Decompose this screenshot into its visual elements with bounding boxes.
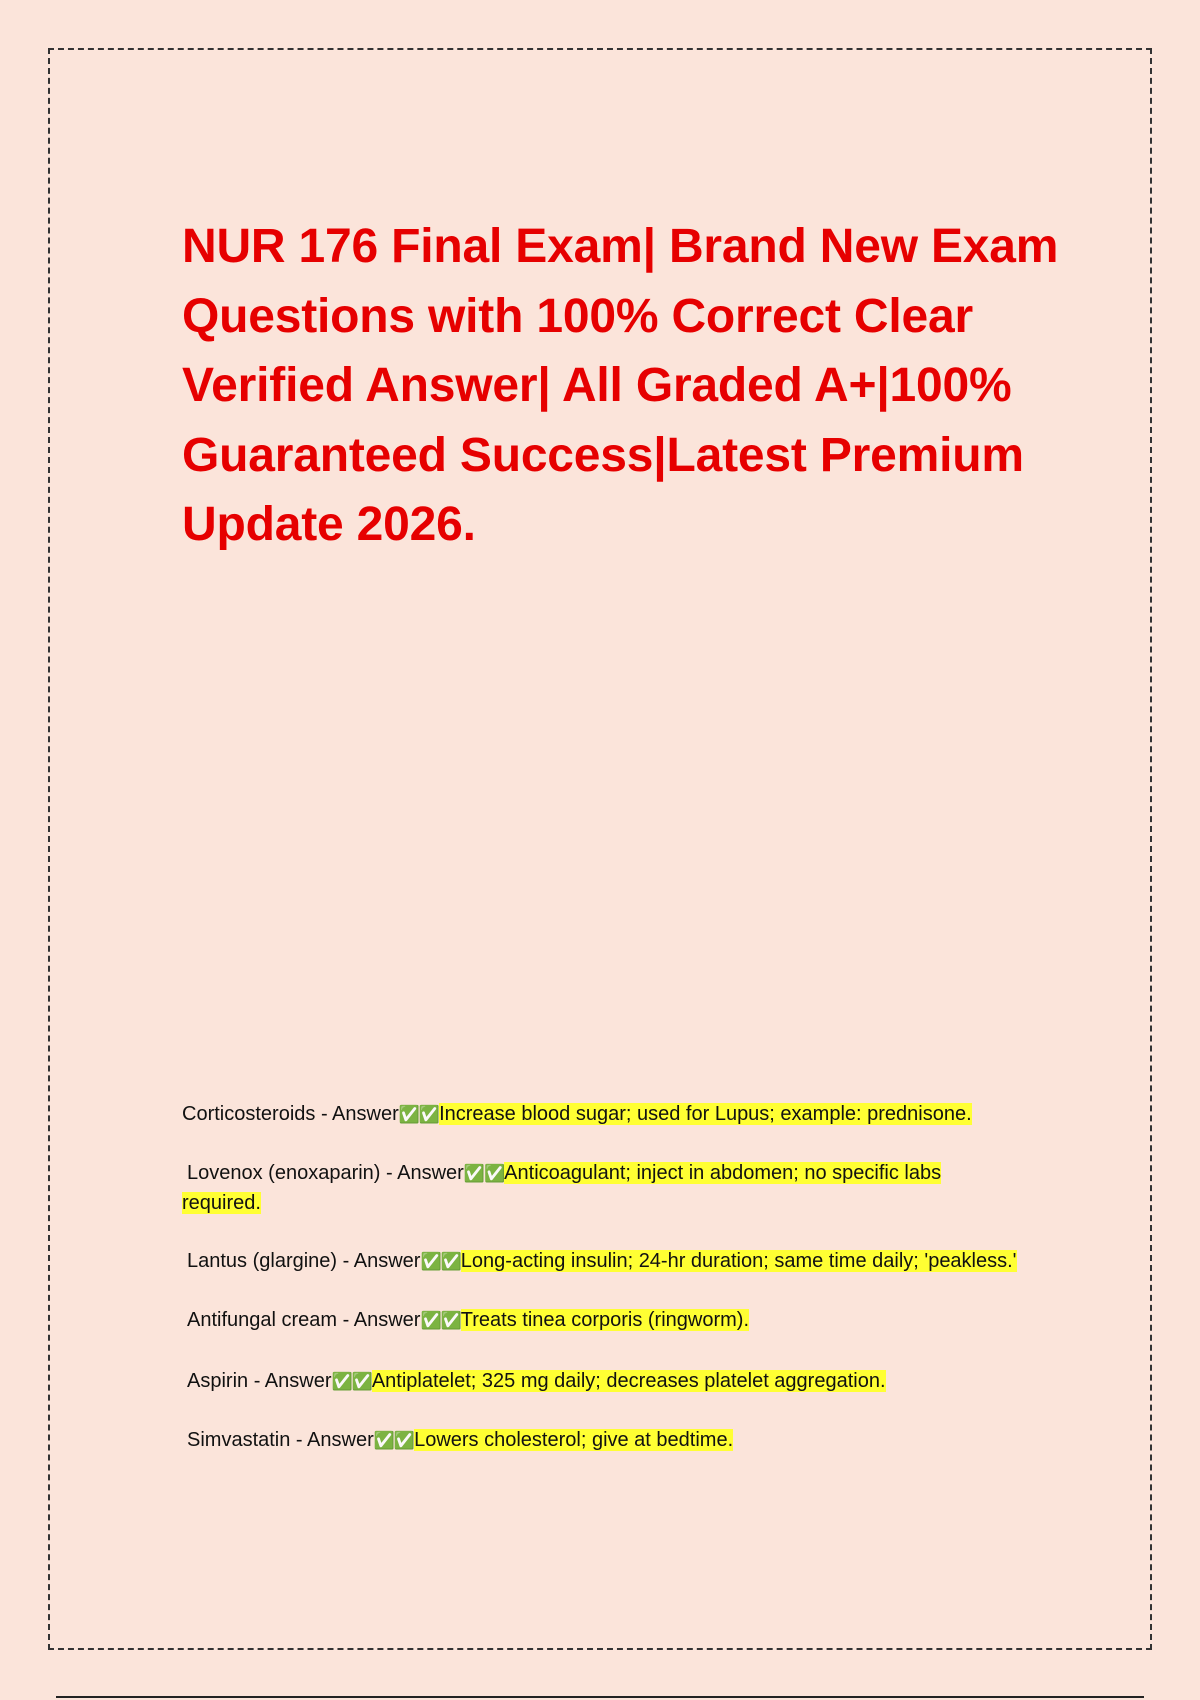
- document-title: NUR 176 Final Exam| Brand New Exam Questions with 100% Correct Clear Verified Answer| All Graded A+|100% Guaranteed Success|Latest Premium Update 2026.: [182, 220, 1059, 551]
- qa-term: Lantus (glargine): [187, 1250, 338, 1272]
- qa-answer: Antiplatelet; 325 mg daily; decreases platelet aggregation.: [371, 1370, 886, 1392]
- qa-answer: Lowers cholesterol; give at bedtime.: [414, 1429, 734, 1451]
- qa-item: [182, 1367, 1022, 1397]
- answer-label: - Answer: [248, 1370, 332, 1392]
- qa-answer: Increase blood sugar; used for Lupus; example: prednisone.: [439, 1103, 972, 1125]
- qa-answer: Treats tinea corporis (ringworm).: [460, 1309, 750, 1331]
- check-marks-icon: ✅✅: [420, 1311, 461, 1331]
- qa-term: Aspirin: [187, 1370, 249, 1392]
- answer-label: - Answer: [290, 1429, 374, 1451]
- answer-label: - Answer: [337, 1250, 421, 1272]
- check-marks-icon: ✅✅: [420, 1252, 461, 1272]
- qa-list: [182, 1100, 1022, 1456]
- qa-answer: Long-acting insulin; 24-hr duration; same time daily; 'peakless.': [460, 1250, 1017, 1272]
- qa-term: Simvastatin: [187, 1429, 291, 1451]
- qa-item: [182, 1100, 1022, 1130]
- qa-term: Antifungal cream: [187, 1309, 338, 1331]
- bottom-rule: [56, 1696, 1144, 1698]
- check-marks-icon: ✅✅: [331, 1372, 372, 1392]
- qa-term: Corticosteroids: [182, 1103, 316, 1125]
- qa-answer: Anticoagulant; inject in abdomen; no specific labs required.: [182, 1162, 942, 1214]
- qa-term: Lovenox (enoxaparin): [187, 1162, 381, 1184]
- qa-item: [182, 1426, 1022, 1456]
- qa-item: [182, 1247, 1022, 1277]
- check-marks-icon: ✅✅: [373, 1431, 415, 1451]
- check-marks-icon: ✅✅: [398, 1105, 440, 1125]
- qa-item: [182, 1159, 1022, 1218]
- answer-label: - Answer: [380, 1162, 464, 1184]
- check-marks-icon: ✅✅: [463, 1164, 505, 1184]
- answer-label: - Answer: [315, 1103, 399, 1125]
- answer-label: - Answer: [337, 1309, 421, 1331]
- qa-item: [182, 1306, 1022, 1336]
